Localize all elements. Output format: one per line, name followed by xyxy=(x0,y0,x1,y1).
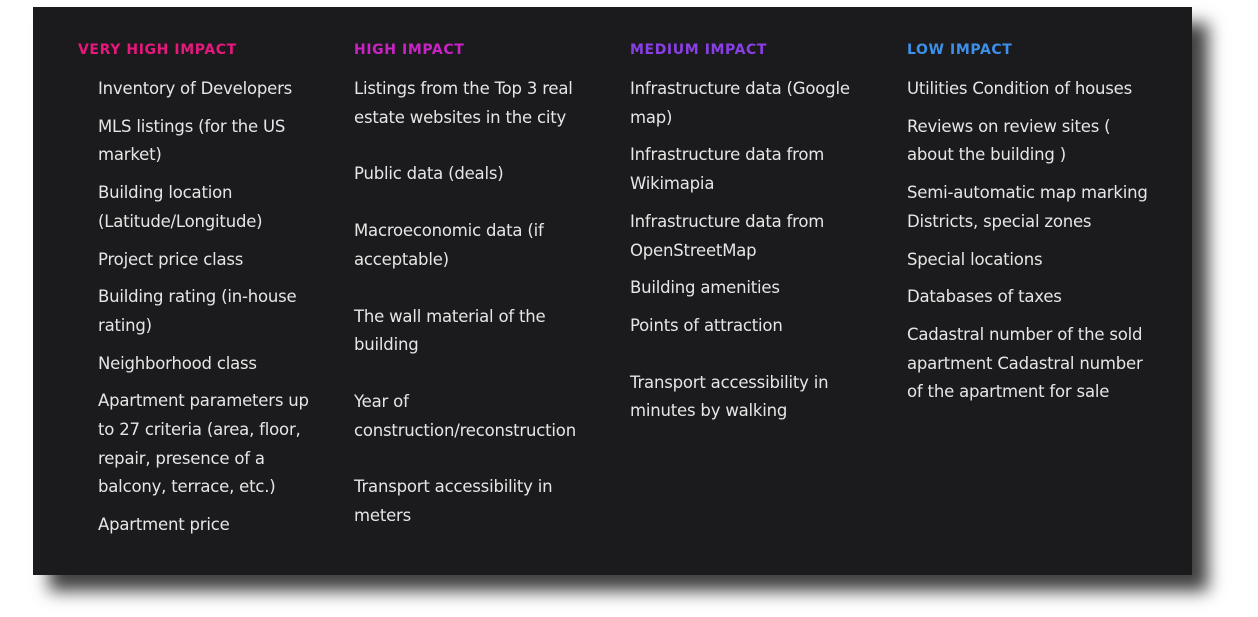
list-item: Semi-automatic map marking Districts, special zones xyxy=(907,183,1148,231)
list-item: Inventory of Developers xyxy=(98,79,293,98)
list-medium-impact xyxy=(630,75,870,435)
list-item: Building location (Latitude/Longitude) xyxy=(98,183,263,231)
list-item: Apartment price xyxy=(98,515,230,535)
heading-very-high-impact: VERY HIGH IMPACT xyxy=(78,42,237,58)
list-item: Infrastructure data (Google map) xyxy=(630,79,850,127)
list-item: Building amenities xyxy=(630,278,780,298)
list-item: Cadastral number of the sold apartment Cadastral number of the apartment for sale xyxy=(907,324,1143,402)
heading-high-impact: HIGH IMPACT xyxy=(354,42,465,58)
list-low-impact xyxy=(907,75,1157,416)
heading-medium-impact: MEDIUM IMPACT xyxy=(630,42,768,58)
list-item: Transport accessibility in minutes by walking xyxy=(630,372,829,421)
list-item: Macroeconomic data (if acceptable) xyxy=(354,221,544,269)
list-item: Infrastructure data from Wikimapia xyxy=(630,145,825,194)
list-item: Year of construction/reconstruction xyxy=(354,391,576,440)
list-item: Databases of taxes xyxy=(907,287,1062,307)
list-high-impact xyxy=(354,75,614,559)
list-item: Special locations xyxy=(907,249,1043,269)
list-very-high-impact xyxy=(98,75,328,549)
list-item: Project price class xyxy=(98,249,244,269)
list-item: Listings from the Top 3 real estate websites in the city xyxy=(354,79,573,127)
list-item: The wall material of the building xyxy=(354,306,546,355)
list-item: Building rating (in-house rating) xyxy=(98,287,297,335)
list-item: Apartment parameters up to 27 criteria (area, floor, repair, presence of a balcony, terrace, etc.) xyxy=(98,391,309,497)
list-item: Transport accessibility in meters xyxy=(354,477,553,526)
list-item: Utilities Condition of houses xyxy=(907,79,1133,98)
list-item: Points of attraction xyxy=(630,315,783,335)
impact-card xyxy=(33,7,1192,575)
list-item: Neighborhood class xyxy=(98,353,257,373)
list-item: Infrastructure data from OpenStreetMap xyxy=(630,211,825,260)
list-item: MLS listings (for the US market) xyxy=(98,116,286,165)
list-item: Reviews on review sites ( about the building ) xyxy=(907,116,1111,165)
heading-low-impact: LOW IMPACT xyxy=(907,42,1013,58)
list-item: Public data (deals) xyxy=(354,164,504,184)
